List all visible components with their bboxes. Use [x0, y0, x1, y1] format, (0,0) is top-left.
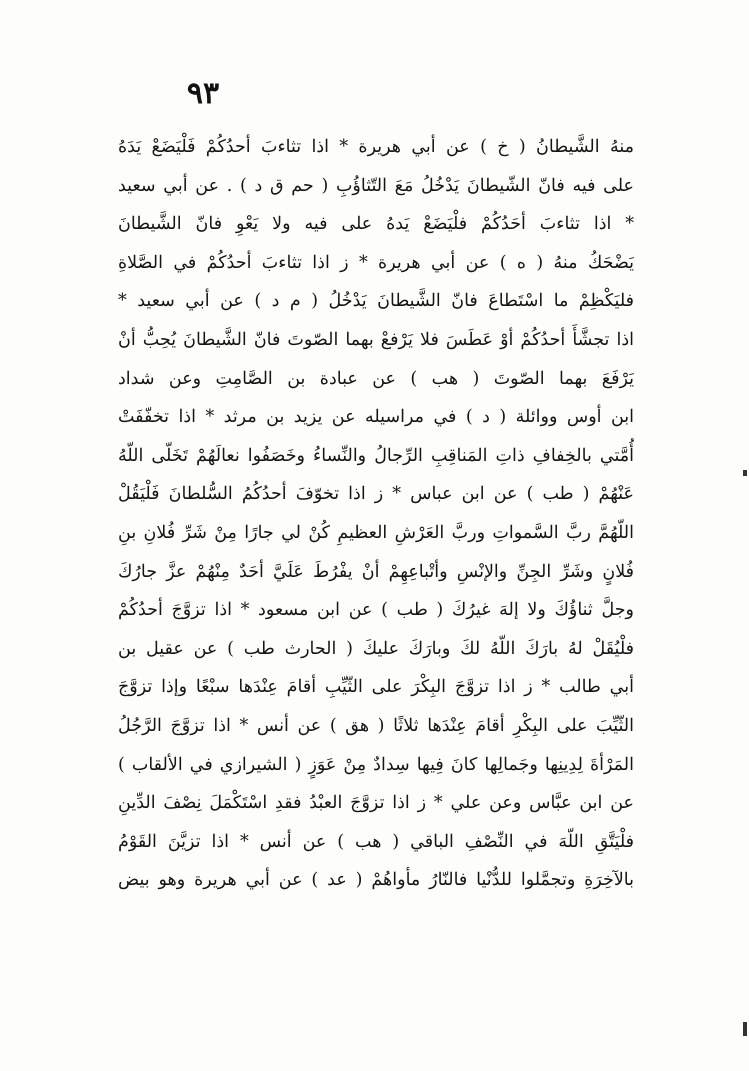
text-line: ابن أوس ووائلة ( د ) في مراسيله عن يزيد بن مرثد * اذا تخفّفَتْ [118, 407, 634, 428]
text-line: عَنْهُمْ ( طب ) عن ابن عباس * ز اذا تخوّفَ أحدُكُمُ السُّلطانَ فَلْيَقُلْ [118, 484, 634, 505]
text-line: يَرْفَعَ بهما الصّوتَ ( هب ) عن عبادة بن الصَّامِتِ وعن شداد [118, 368, 634, 389]
text-line: المَرْأةَ لِدِينِها وجَمالِها كانَ فِيها سِدادٌ مِنْ عَوَزٍ ( الشيرازي في الألقاب ) [118, 754, 634, 775]
scan-margin-mark [743, 470, 747, 476]
text-line: فلْيَتَّقِ اللّهَ في النِّصْفِ الباقي ( هب ) عن أنس * اذا تزيَّنَ القَوْمُ [118, 831, 634, 852]
text-line: * اذا تثاءبَ أحَدُكُمْ فلْيَضَعْ يَدهُ على فيه ولا يَعْوِ فانّ الشَّيطانَ [118, 214, 634, 235]
text-line: بالآخِرَةِ وتجمَّلوا للدُّنْيا فالنّارُ مأواهُمْ ( عد ) عن أبي هريرة وهو بيض [118, 870, 634, 891]
text-line: عن ابن عبَّاس وعن علي * ز اذا تزوَّجَ العبْدُ فقدِ اسْتَكْمَلَ نِصْفَ الدِّينِ [118, 793, 634, 814]
text-body [118, 128, 634, 900]
text-line: يَضْحَكُ منهُ ( ه ) عن أبي هريرة * ز اذا تثاءبَ أحدُكُمْ في الصَّلاةِ [118, 252, 634, 273]
text-line: على فيه فانّ الشّيطانَ يَدْخُلُ مَعَ التّثاؤُبِ ( حم ق د ) . عن أبي سعيد [118, 175, 634, 196]
text-line: أبي طالب * ز اذا تزوَّجَ البِكْرَ على الثّيِّبِ أقامَ عِنْدَها سبْعًا وإذا تزوَّجَ [118, 677, 634, 698]
scan-margin-mark [743, 1022, 747, 1036]
text-line: الثّيِّبَ على البِكْرِ أقامَ عِنْدَها ثلاثًا ( هق ) عن أنس * اذا تزوَّجَ الرَّجُلُ [118, 715, 634, 736]
text-line: فلْيُقَلْ لهُ بارَكَ اللّهُ لكَ وبارَكَ عليكَ ( الحارث طب ) عن عقيل بن [118, 638, 634, 659]
text-line: فُلانٍ وشَرِّ الجِنِّ والإنْسِ وأتْباعِهِمْ أنْ يفْرُطَ عَلَيَّ أحَدٌ مِنْهُمْ عزَّ جارُكَ [118, 561, 634, 582]
text-line: اذا تجشَّأَ أحدُكُمْ أوْ عَطَسَ فلا يَرْفعْ بهما الصّوتَ فانّ الشَّيطانَ يُحِبُّ أنْ [118, 329, 634, 350]
text-line: منهُ الشَّيطانُ ( خ ) عن أبي هريرة * اذا تثاءبَ أحدُكُمْ فَلْيَضَعْ يَدَهُ [118, 137, 634, 157]
text-line: وجلَّ ثناؤُكَ ولا إلهَ غيرُكَ ( طب ) عن ابن مسعود * اذا تزوَّجَ أحدُكُمْ [118, 600, 634, 621]
text-line: أُمَّتي بالخِفافِ ذاتِ المَناقِبِ الرِّجالُ والنِّساءُ وخَصَفُوا نعالَهُمْ تَخَلّى اللّهُ [118, 445, 634, 466]
text-line: اللّهُمَّ ربَّ السَّمواتِ وربَّ العَرْشِ العظيمِ كُنْ لي جارًا مِنْ شَرِّ فُلانِ بنِ [118, 522, 634, 543]
page-number: ٩٣ [186, 76, 220, 111]
text-line: فليَكْظِمْ ما اسْتَطاعَ فانّ الشَّيطانَ يَدْخُلُ ( م د ) عن أبي سعيد * [118, 291, 634, 312]
